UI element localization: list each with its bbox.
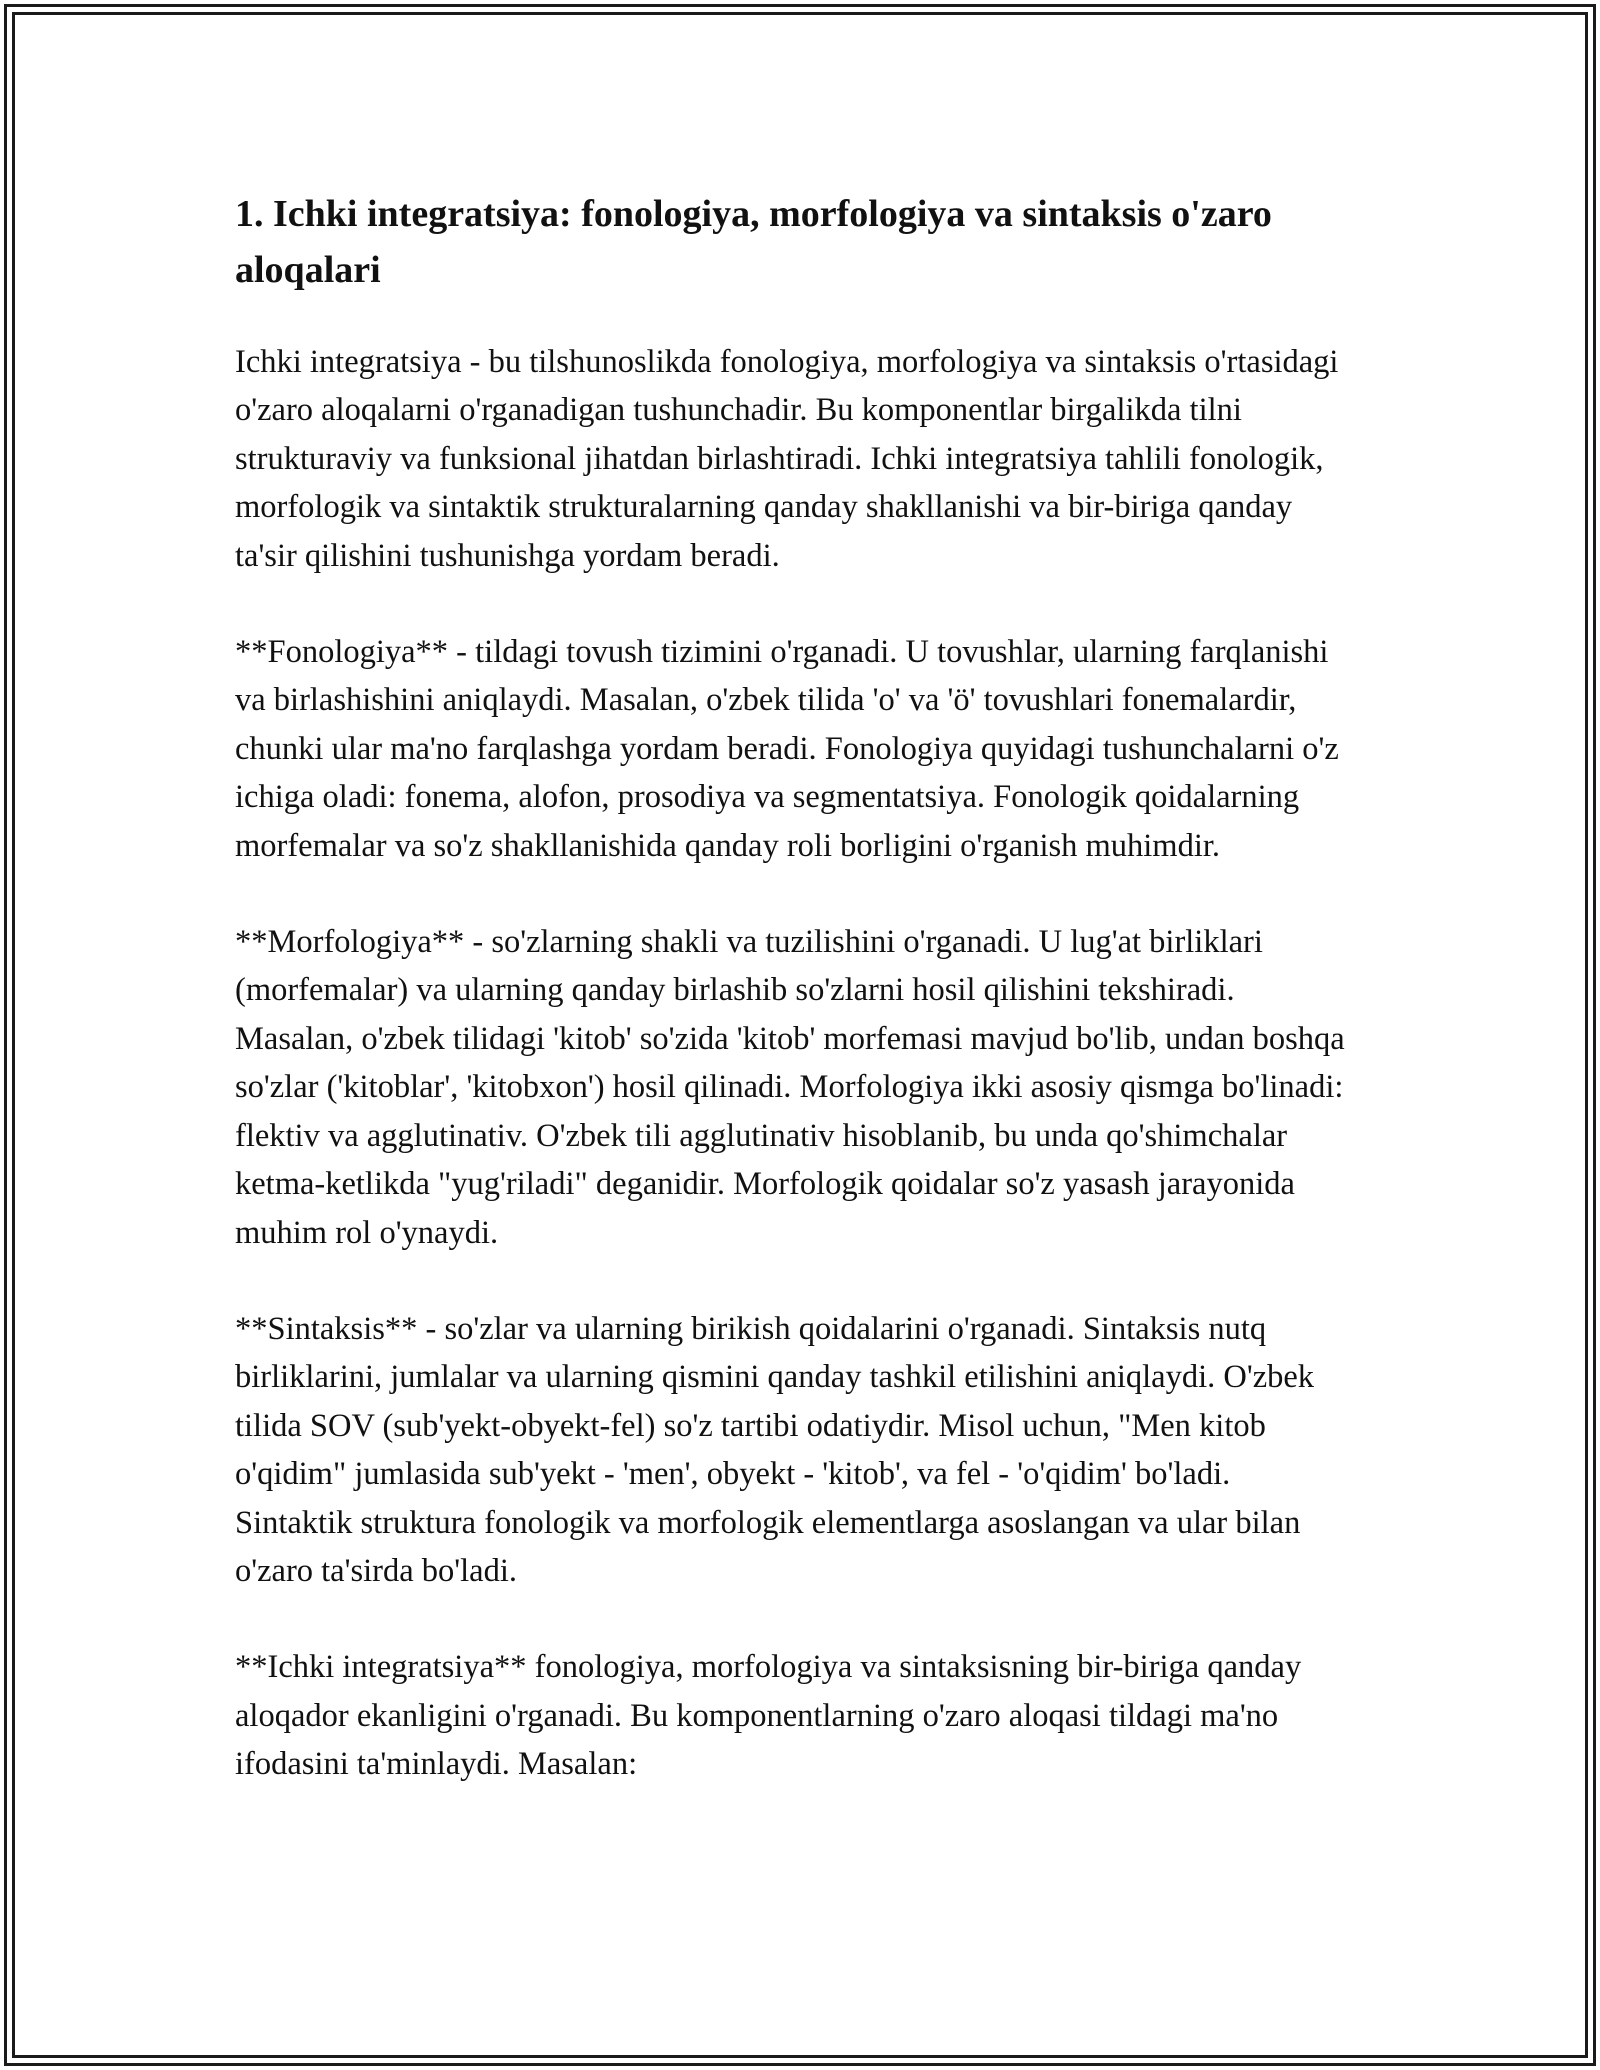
morfologiya-paragraph: **Morfologiya** - so'zlarning shakli va tuzilishini o'rganadi. U lug'at birliklari (morfemalar) va ularning qanday birlashib so'zlarni hosil qilishini tekshiradi. Masalan, o'zbek tilidagi 'kitob' so'zida 'kitob' morfemasi mavjud bo'lib, undan boshqa so'zlar ('kitoblar', 'kitobxon') hosil qilinadi. Morfologiya ikki asosiy qismga bo'linadi: flektiv va agglutinativ. O'zbek tili agglutinativ hisoblanib, bu unda qo'shimchalar ketma-ketlikda "yug'riladi" deganidir. Morfologik qoidalar so'z yasash jarayonida muhim rol o'ynaydi. — [235, 924, 1345, 1251]
section-heading: 1. Ichki integratsiya: fonologiya, morfologiya va sintaksis o'zaro aloqalari — [235, 193, 1272, 291]
integratsiya-paragraph: **Ichki integratsiya** fonologiya, morfologiya va sintaksisning bir-biriga qanday aloqador ekanligini o'rganadi. Bu komponentlarning o'zaro aloqasi tildagi ma'no ifodasini ta'minlaydi. Masalan: — [235, 1649, 1302, 1783]
sintaksis-paragraph: **Sintaksis** - so'zlar va ularning birikish qoidalarini o'rganadi. Sintaksis nutq birliklarini, jumlalar va ularning qismini qanday tashkil etilishini aniqlaydi. O'zbek tilida SOV (sub'yekt-obyekt-fel) so'z tartibi odatiydir. Misol uchun, "Men kitob o'qidim" jumlasida sub'yekt - 'men', obyekt - 'kitob', va fel - 'o'qidim' bo'ladi. Sintaktik struktura fonologik va morfologik elementlarga asoslangan va ular bilan o'zaro ta'sirda bo'ladi. — [235, 1310, 1315, 1589]
intro-paragraph: Ichki integratsiya - bu tilshunoslikda fonologiya, morfologiya va sintaksis o'rtasidagi o'zaro aloqalarni o'rganadigan tushunchadir. Bu komponentlar birgalikda tilni strukturaviy va funksional jihatdan birlashtiradi. Ichki integratsiya tahlili fonologik, morfologik va sintaktik strukturalarning qanday shakllanishi va bir-biriga qanday ta'sir qilishini tushunishga yordam beradi. — [235, 344, 1339, 574]
fonologiya-paragraph: **Fonologiya** - tildagi tovush tizimini o'rganadi. U tovushlar, ularning farqlanishi va birlashishini aniqlaydi. Masalan, o'zbek tilida 'o' va 'ö' tovushlari fonemalardir, chunki ular ma'no farqlashga yordam beradi. Fonologiya quyidagi tushunchalarni o'z ichiga oladi: fonema, alofon, prosodiya va segmentatsiya. Fonologik qoidalarning morfemalar va so'z shakllanishida qanday roli borligini o'rganish muhimdir. — [235, 634, 1339, 864]
document-body — [235, 186, 1355, 1837]
